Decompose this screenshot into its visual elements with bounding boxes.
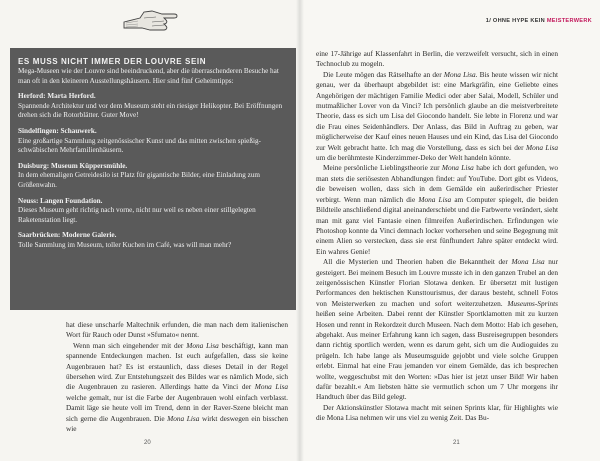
tip-text: Dieses Museum geht richtig nach vorne, nicht nur weil es neben einer stillgelegten Raketenstation liegt. <box>18 206 256 224</box>
tip-entry <box>18 162 286 191</box>
tip-title: Sindelfingen: Schauwerk. <box>18 126 97 135</box>
tip-text: Tolle Sammlung im Museum, toller Kuchen im Café, was will man mehr? <box>18 240 232 249</box>
left-body-text <box>66 320 288 434</box>
tip-title: Herford: Marta Herford. <box>18 92 96 101</box>
paragraph: Meine persönliche Lieblingstheorie zur Mona Lisa habe ich dort gefunden, wo man stets die seriösesten Abhandlungen findet: auf YouTube. Dort gibt es Videos, die beweisen wollen, dass sich in dem Gemälde ein außerirdischer Priester verbirgt. Wenn man nämlich die Mona Lisa am Computer spiegelt, die beiden Bildteile anschließend digital aneinanderschiebt und die Farbwerte verändert, sieht man mit ganz viel Fantasie einen filmreifen Außerirdischen. Erfindungen wie Photoshop konnte da Vinci demnach locker vorhersehen und seine Begegnung mit einem Alien so verstecken, dass sie erst fünfhundert Jahre später entdeckt wird. Ein wahres Genie! <box>316 163 558 256</box>
page-number-right: 21 <box>453 440 460 446</box>
tip-entry <box>18 92 286 121</box>
page-number-left: 20 <box>144 440 151 446</box>
paragraph: eine 17-Jährige auf Klassenfahrt in Berlin, die verzweifelt versucht, sich in einen Technoclub zu mogeln. <box>316 49 558 69</box>
box-intro: Mega-Museen wie der Louvre sind beeindruckend, aber die überraschenderen Besuche hat man oft in den kleineren Ausstellungshäusern. Hier sind fünf Geheimtipps: <box>18 67 279 85</box>
right-body-text <box>316 49 558 424</box>
paragraph: Der Aktionskünstler Slotawa macht mit seinen Sprints klar, für Highlights wie die Mona Lisa nehmen wir uns viel zu wenig Zeit. Das Bu- <box>316 402 558 423</box>
tip-text: In dem ehemaligen Getreidesilo ist Platz für gigantische Bilder, eine Einladung zum Größenwahn. <box>18 171 261 189</box>
paragraph: All die Mysterien und Theorien haben die Bekanntheit der Mona Lisa nur gesteigert. Bei meinem Besuch im Louvre musste ich in den ganzen Trubel an den zeitgenössischen Künstler Florian Slotawa denken. Er übersetzt mit lustigen Performances den hektischen Kunsttourismus, der daraus besteht, schnell Fotos von Meisterwerken zu machen und sofort weiterzuhetzen. Museums-Sprints heißen seine Arbeiten. Dabei rennt der Künstler Sportklamotten mit zu kurzen Hosen und rennt in Rekordzeit durch Museen. Nach dem Motto: Hab ich gesehen, abgehakt. Aus meiner Erfahrung kann ich sagen, dass Busreisegruppen besonders dann richtig sportlich werden, wenn es darum geht, sich um die Audioguides zu prügeln. Ich habe lange als Museumsguide gejobbt und viele solche Gruppen erlebt. Einmal hat eine Frau jemanden vor einem Gemälde, das ich besprechen wollte, weggeschubst mit den Worten: »Das hier ist jetzt unser Bild! Wir haben dafür bezahlt.« Am liebsten hätte sie vermutlich schon um 7 Uhr morgens ihr Handtuch über das Bild gelegt. <box>316 257 558 402</box>
paragraph: Die Leute mögen das Rätselhafte an der Mona Lisa. Bis heute wissen wir nicht genau, wer da überhaupt abgebildet ist: eine Markgräfin, eine Geliebte eines Angehörigen der mächtigen Familie Medici oder aber Salai, Modell, Schüler und mutmaßlicher Lover von da Vinci? Ich persönlich glaube an die meistverbreitete Theorie, dass es sich um Lisa del Giocondo handelt. Sie lebte in Florenz und war die Frau eines Seidenhändlers. Der Anlass, das Bild in Auftrag zu geben, war möglicherweise der Kauf eines neuen Hauses und ein Kind, das Lisa del Giocondo zur Welt gebracht hatte. Ich mag die Vorstellung, dass es sich bei der Mona Lisa um die berühmteste Kinderzimmer-Deko der Welt handeln könnte. <box>316 69 559 163</box>
tip-text: Spannende Architektur und vor dem Museum steht ein riesiger Helikopter. Bei Eröffnungen drehen sich die Rotorblätter. Guter Move! <box>18 101 283 120</box>
tip-title: Saarbrücken: Moderne Galerie. <box>18 231 117 240</box>
box-title: ES MUSS NICHT IMMER DER LOUVRE SEIN <box>18 57 207 66</box>
tip-title: Duisburg: Museum Küppersmühle. <box>18 161 128 170</box>
tip-entry <box>18 127 286 156</box>
paragraph: hat diese unscharfe Maltechnik erfunden, die man nach dem italienischen Wort für Rauch oder Dunst »Sfumato« nennt. <box>66 320 288 340</box>
museum-tips-box <box>10 48 296 310</box>
paragraph: Wenn man sich eingehender mit der Mona Lisa beschäftigt, kann man spannende Entdeckungen machen. Ist euch aufgefallen, dass sie keine Augenbrauen hat? Es ist erstaunlich, dass dieses Detail in der Regel übersehen wird. Zur Entstehungszeit des Bildes war es nämlich Mode, sich die Augenbrauen zu rasieren. Allerdings hatte da Vinci der Mona Lisa welche gemalt, nur ist die Farbe der Augenbrauen wohl einfach verblasst. Damit läge sie heute voll im Trend, denn in der Raver-Szene bleicht man sich gerne die Augenbrauen. Die Mona Lisa wirkt deswegen ein bisschen wie <box>66 340 289 434</box>
tip-title: Neuss: Langen Foundation. <box>18 196 103 205</box>
tip-entry <box>18 231 286 250</box>
pointing-hand-icon <box>122 2 182 36</box>
running-head: 1/ OHNE HYPE KEIN MEISTERWERK <box>485 18 592 24</box>
tip-text: Eine großartige Sammlung zeitgenössischer Kunst und das mitten zwischen spießig-schwäbischen Mehrfamilienhäusern. <box>18 136 261 155</box>
tip-entry <box>18 197 286 226</box>
